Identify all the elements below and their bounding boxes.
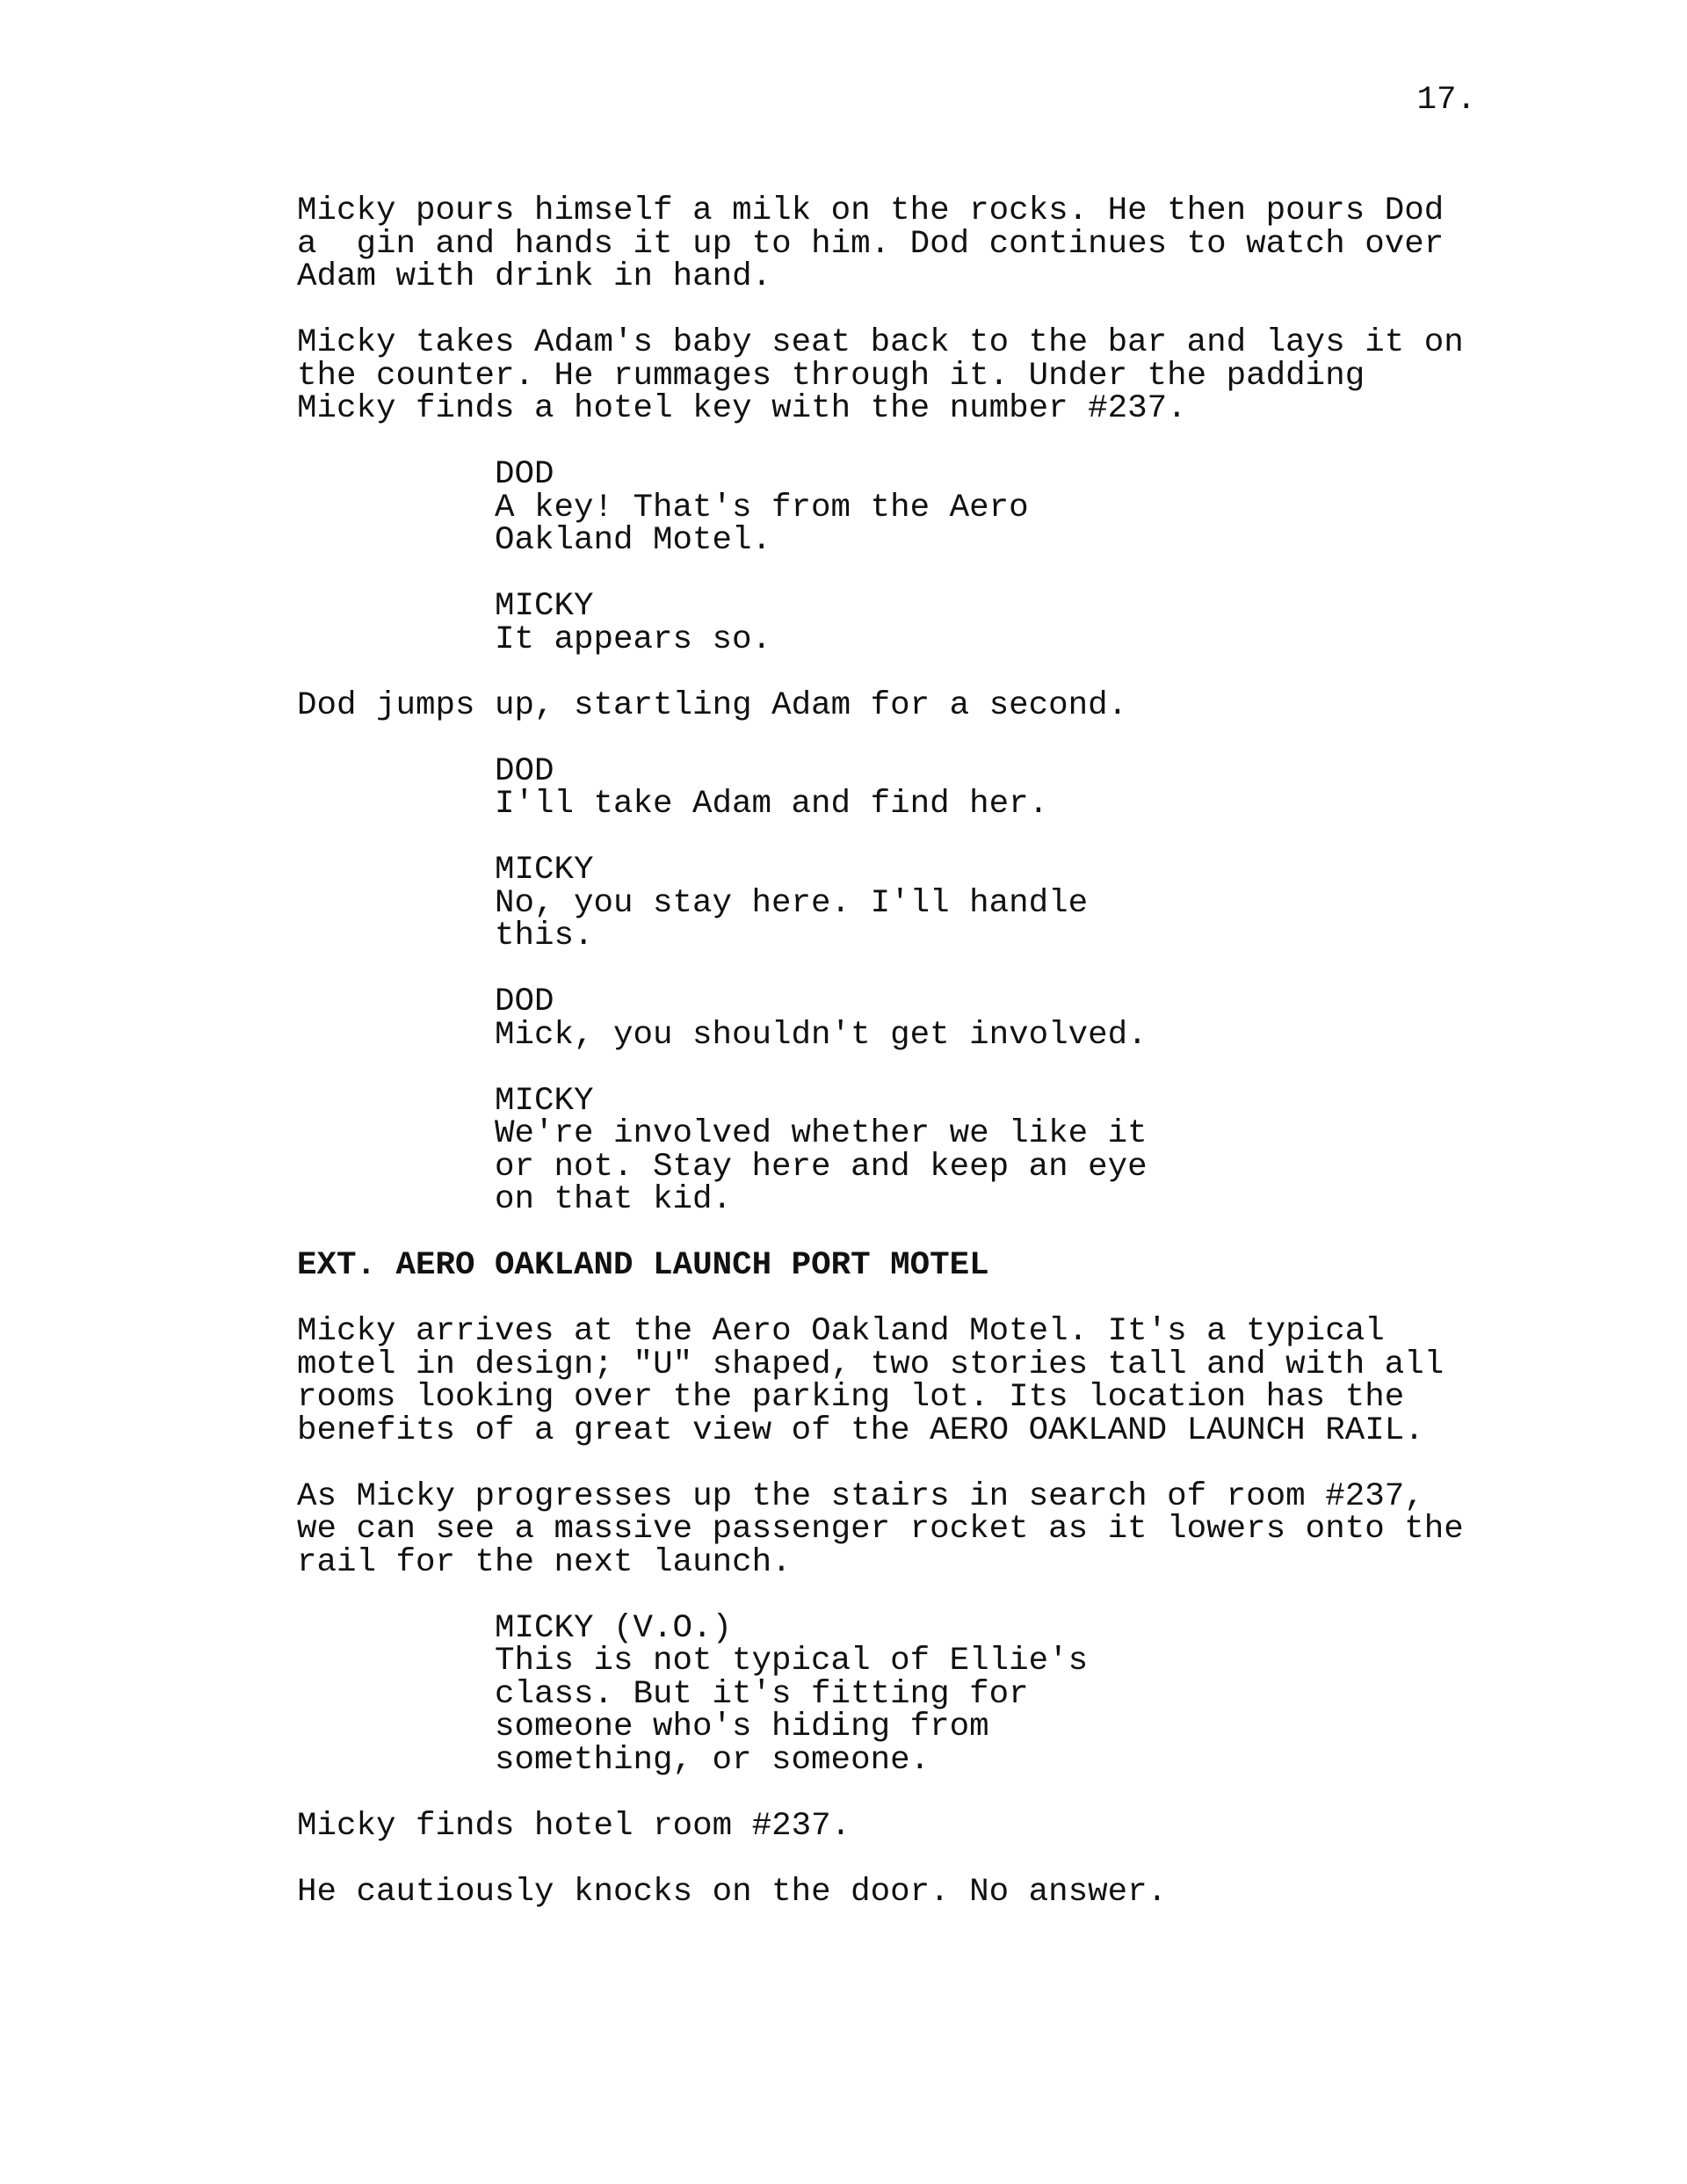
dialogue-line: No, you stay here. I'll handle (495, 884, 1089, 922)
character-name: DOD (495, 456, 554, 493)
dialogue-line: It appears so. (495, 620, 772, 658)
dialogue-line: this. (495, 918, 594, 954)
dialogue-line: Oakland Motel. (495, 522, 772, 559)
action-paragraph (297, 1313, 1492, 1449)
page-number: 17. (1416, 82, 1476, 119)
dialogue-block (297, 983, 1492, 1054)
character-name: MICKY (495, 1082, 594, 1120)
action-paragraph (297, 1477, 1492, 1581)
action-line: Micky finds hotel room #237. (297, 1807, 851, 1845)
action-paragraph (297, 1807, 1492, 1845)
action-line: rooms looking over the parking lot. Its location has the (297, 1379, 1405, 1416)
action-line: motel in design; "U" shaped, two stories tall and with all (297, 1346, 1444, 1383)
dialogue-line: on that kid. (495, 1181, 733, 1218)
action-line: Micky takes Adam's baby seat back to the bar and lays it on (297, 324, 1464, 361)
dialogue-block (297, 752, 1492, 823)
dialogue-block (297, 588, 1492, 658)
dialogue-block (297, 854, 1492, 954)
dialogue-block (297, 456, 1492, 559)
action-line: benefits of a great view of the AERO OAKLAND LAUNCH RAIL. (297, 1411, 1424, 1449)
action-line: As Micky progresses up the stairs in search of room #237, (297, 1477, 1424, 1515)
action-line: Micky finds a hotel key with the number #237. (297, 390, 1187, 427)
dialogue-line: someone who's hiding from (495, 1709, 989, 1745)
character-name: MICKY (495, 852, 594, 889)
action-paragraph (297, 192, 1492, 295)
character-name: DOD (495, 752, 554, 790)
dialogue-line: I'll take Adam and find her. (495, 786, 1049, 823)
action-line: Dod jumps up, startling Adam for a second. (297, 686, 1128, 724)
action-line: Micky arrives at the Aero Oakland Motel. It's a typical (297, 1313, 1385, 1350)
action-line: Micky pours himself a milk on the rocks. He then pours Dod (297, 192, 1444, 229)
dialogue-block (297, 1082, 1492, 1218)
action-line: rail for the next launch. (297, 1543, 792, 1581)
dialogue-line: or not. Stay here and keep an eye (495, 1148, 1148, 1186)
action-line: the counter. He rummages through it. Under the padding (297, 357, 1365, 395)
action-line: we can see a massive passenger rocket as it lowers onto the (297, 1511, 1464, 1548)
dialogue-line: class. But it's fitting for (495, 1675, 1029, 1713)
action-line: He cautiously knocks on the door. No answer. (297, 1873, 1168, 1911)
action-paragraph (297, 686, 1492, 724)
character-name: DOD (495, 983, 554, 1020)
dialogue-line: A key! That's from the Aero (495, 489, 1029, 526)
dialogue-line: Mick, you shouldn't get involved. (495, 1016, 1148, 1054)
scene-heading-text: EXT. AERO OAKLAND LAUNCH PORT MOTEL (297, 1247, 989, 1284)
dialogue-line: This is not typical of Ellie's (495, 1643, 1089, 1680)
scene-heading (297, 1247, 1492, 1284)
dialogue-line: We're involved whether we like it (495, 1115, 1148, 1152)
character-name: MICKY (495, 588, 594, 625)
action-line: a gin and hands it up to him. Dod continues to watch over (297, 225, 1444, 263)
screenplay-body (297, 192, 1492, 1942)
dialogue-line: something, or someone. (495, 1741, 930, 1779)
dialogue-block (297, 1609, 1492, 1779)
action-paragraph (297, 1873, 1492, 1911)
action-line: Adam with drink in hand. (297, 258, 772, 295)
action-paragraph (297, 324, 1492, 427)
character-name: MICKY (V.O.) (495, 1609, 733, 1647)
